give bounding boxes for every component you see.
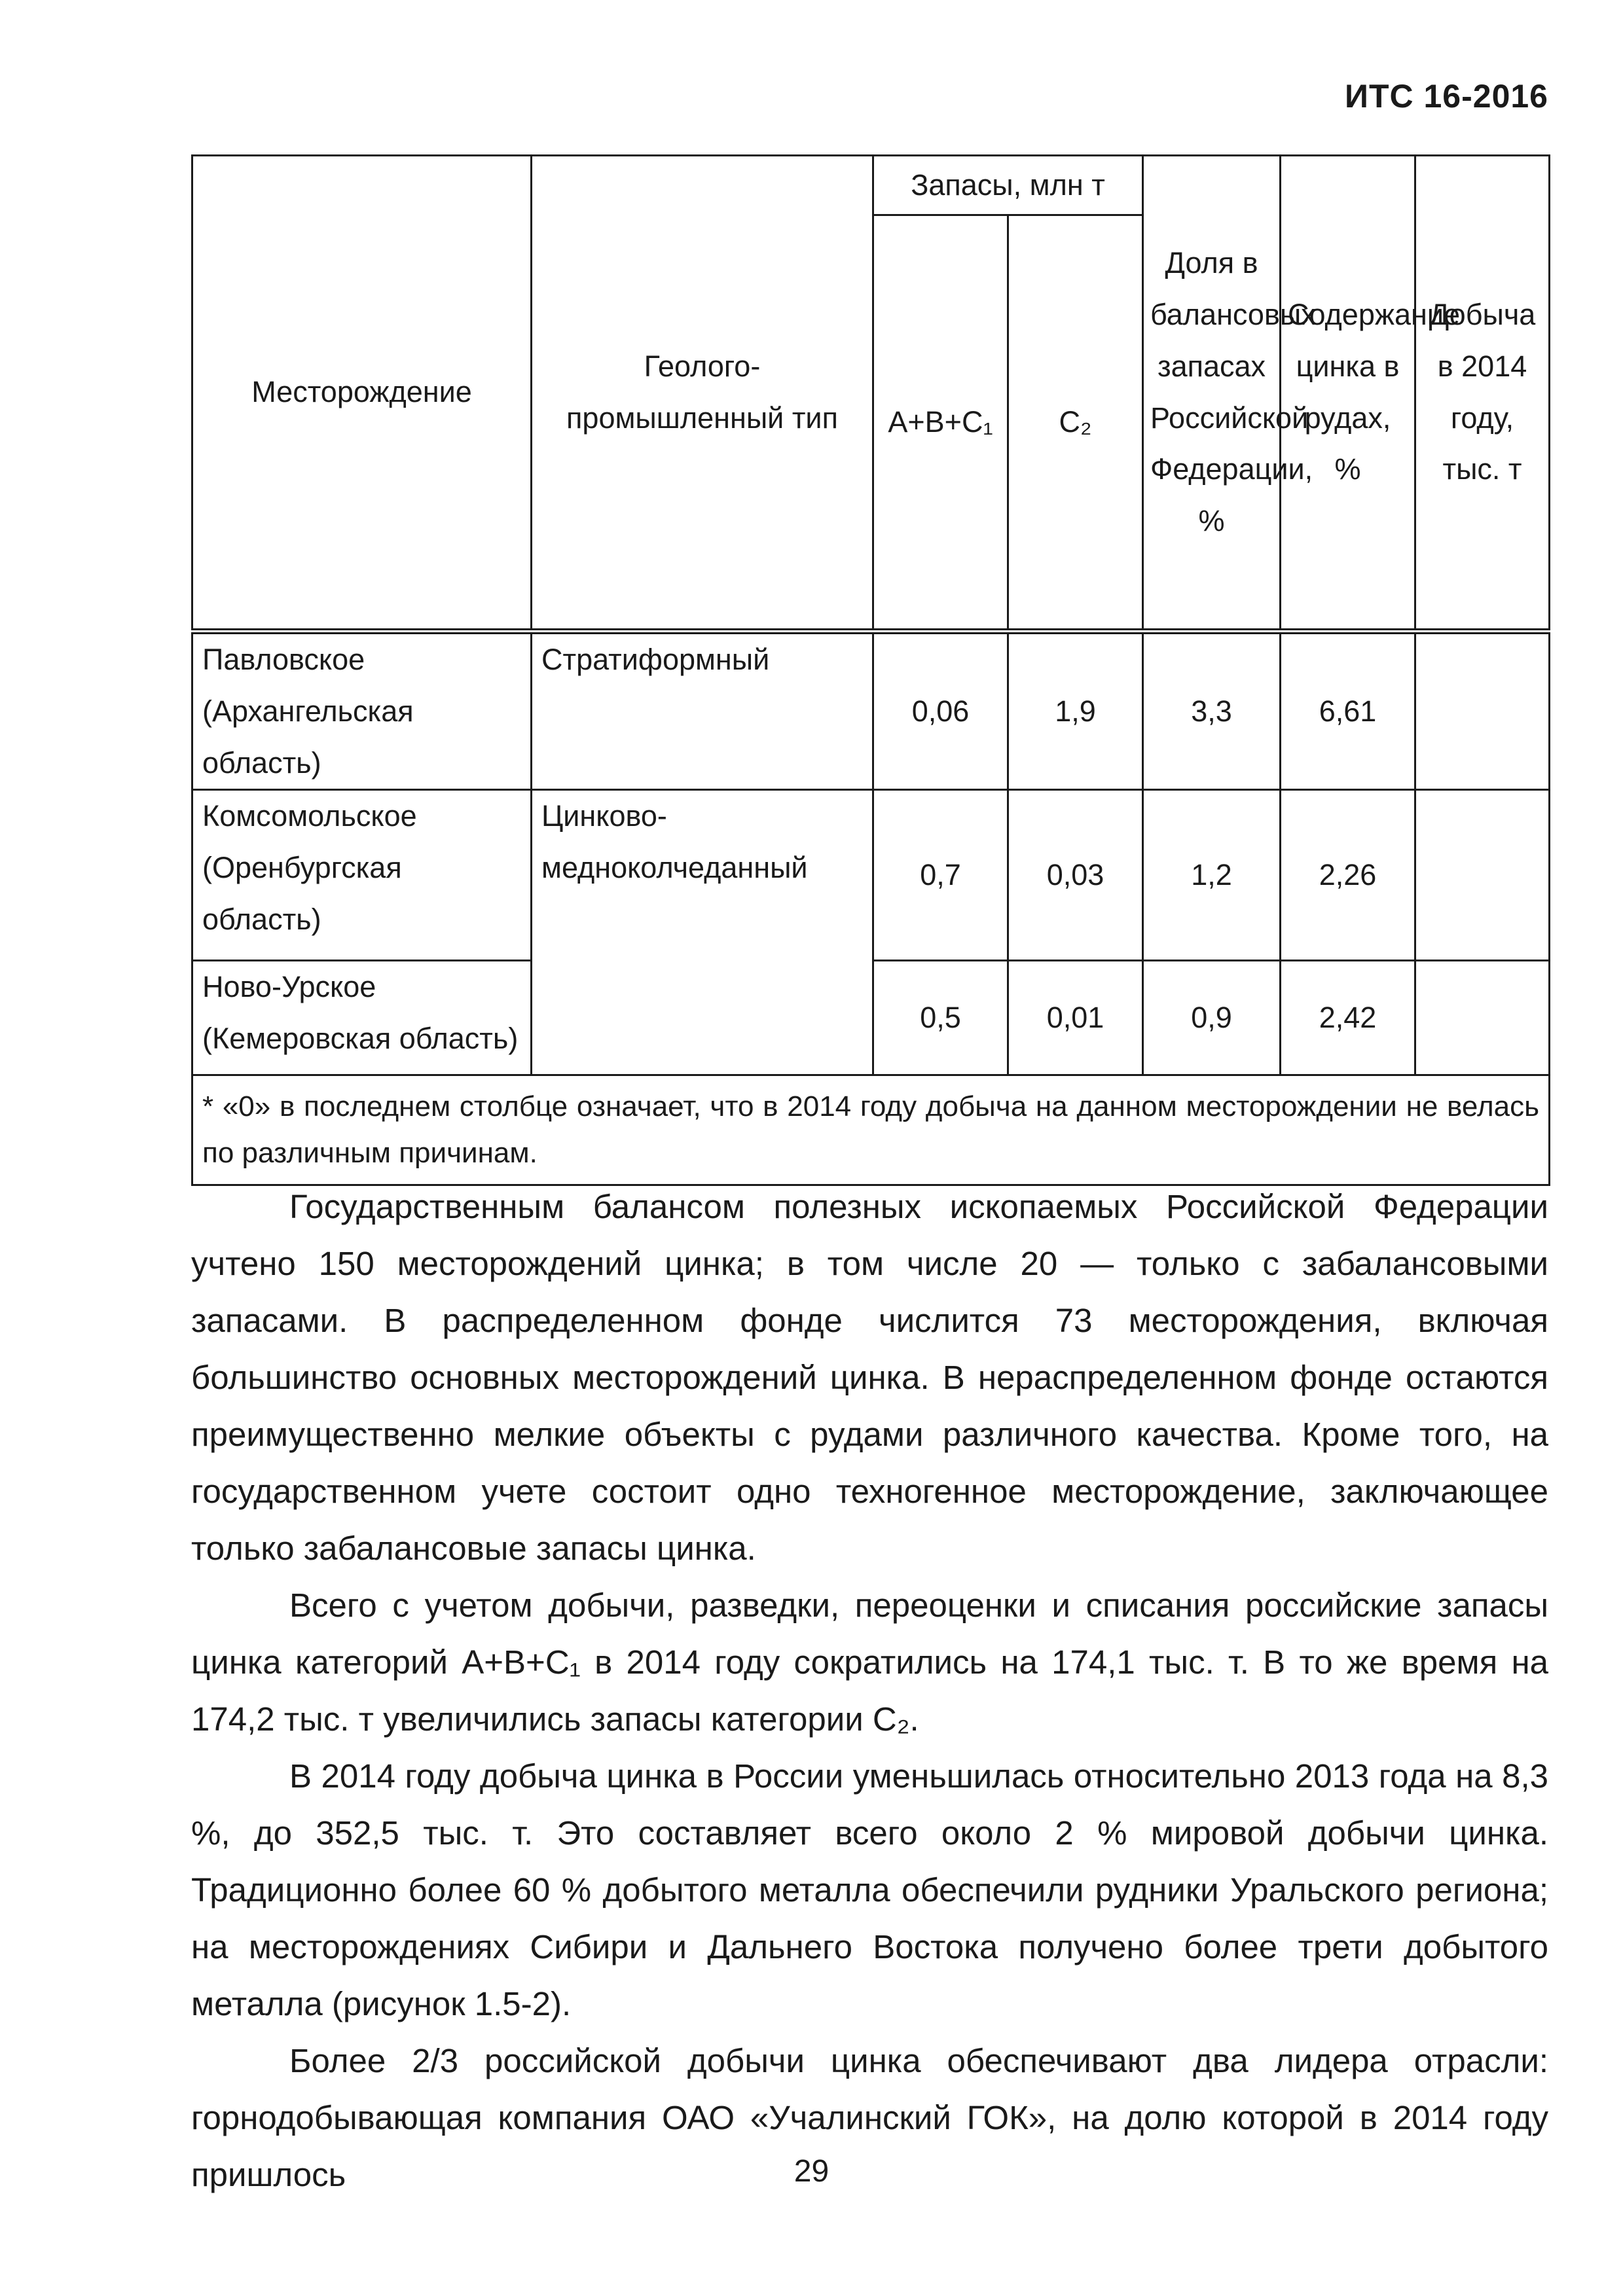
header-abc1: A+B+C₁ — [873, 215, 1008, 632]
table-row — [192, 790, 1550, 961]
cell-zinc: 2,26 — [1281, 790, 1415, 961]
body-text — [191, 1178, 1548, 2203]
cell-zinc: 6,61 — [1281, 632, 1415, 790]
header-zinc-content: Содержание цинка в рудах, % — [1281, 156, 1415, 632]
cell-zinc: 2,42 — [1281, 961, 1415, 1075]
cell-production — [1415, 790, 1550, 961]
cell-share: 1,2 — [1143, 790, 1281, 961]
cell-deposit: Павловское (Архангельская область) — [192, 632, 532, 790]
cell-abc1: 0,06 — [873, 632, 1008, 790]
cell-c2: 0,01 — [1008, 961, 1143, 1075]
page-number: 29 — [793, 2154, 830, 2189]
cell-c2: 1,9 — [1008, 632, 1143, 790]
paragraph: В 2014 году добыча цинка в России уменьшилась относительно 2013 года на 8,3 %, до 352,5 тыс. т. Это составляет всего около 2 % мировой добычи цинка. Традиционно более 60 % добытого металла обеспечили рудники Уральского региона; на месторождениях Сибири и Дальнего Востока получено более трети добытого металла (рисунок 1.5-2). — [191, 1757, 1548, 2022]
header-deposit: Месторождение — [192, 156, 532, 632]
header-production: Добыча в 2014 году, тыс. т — [1415, 156, 1550, 632]
cell-type: Стратиформный — [532, 632, 873, 790]
header-reserves: Запасы, млн т — [873, 156, 1143, 215]
cell-share: 3,3 — [1143, 632, 1281, 790]
header-share: Доля в балансовых запасах Российской Федерации, % — [1143, 156, 1281, 632]
cell-type: Цинково-медноколчеданный — [532, 790, 873, 1075]
cell-abc1: 0,5 — [873, 961, 1008, 1075]
document-code: ИТС 16-2016 — [1345, 78, 1548, 115]
cell-production — [1415, 961, 1550, 1075]
table-row — [192, 632, 1550, 790]
paragraph: Более 2/3 российской добычи цинка обеспечивают два лидера отрасли: горнодобывающая компания ОАО «Учалинский ГОК», на долю которой в 2014 году пришлось — [191, 2042, 1548, 2193]
cell-production — [1415, 632, 1550, 790]
header-c2: C₂ — [1008, 215, 1143, 632]
table-note-row — [192, 1075, 1550, 1185]
paragraph: Государственным балансом полезных ископаемых Российской Федерации учтено 150 месторождений цинка; в том числе 20 — только с забалансовыми запасами. В распределенном фонде числится 73 месторождения, включая большинство основных месторождений цинка. В нераспределенном фонде остаются преимущественно мелкие объекты с рудами различного качества. Кроме того, на государственном учете состоит одно техногенное месторождение, заключающее только забалансовые запасы цинка. — [191, 1188, 1548, 1567]
cell-c2: 0,03 — [1008, 790, 1143, 961]
cell-deposit: Комсомольское (Оренбургская область) — [192, 790, 532, 961]
deposits-table — [191, 154, 1550, 1186]
header-type: Геолого-промышленный тип — [532, 156, 873, 632]
cell-abc1: 0,7 — [873, 790, 1008, 961]
paragraph: Всего с учетом добычи, разведки, переоценки и списания российские запасы цинка категорий А+В+С₁ в 2014 году сократились на 174,1 тыс. т. В то же время на 174,2 тыс. т увеличились запасы категории С₂. — [191, 1587, 1548, 1738]
cell-share: 0,9 — [1143, 961, 1281, 1075]
cell-deposit: Ново-Урское (Кемеровская область) — [192, 961, 532, 1075]
table-footnote: * «0» в последнем столбце означает, что в 2014 году добыча на данном месторождении не велась по различным причинам. — [192, 1075, 1550, 1185]
